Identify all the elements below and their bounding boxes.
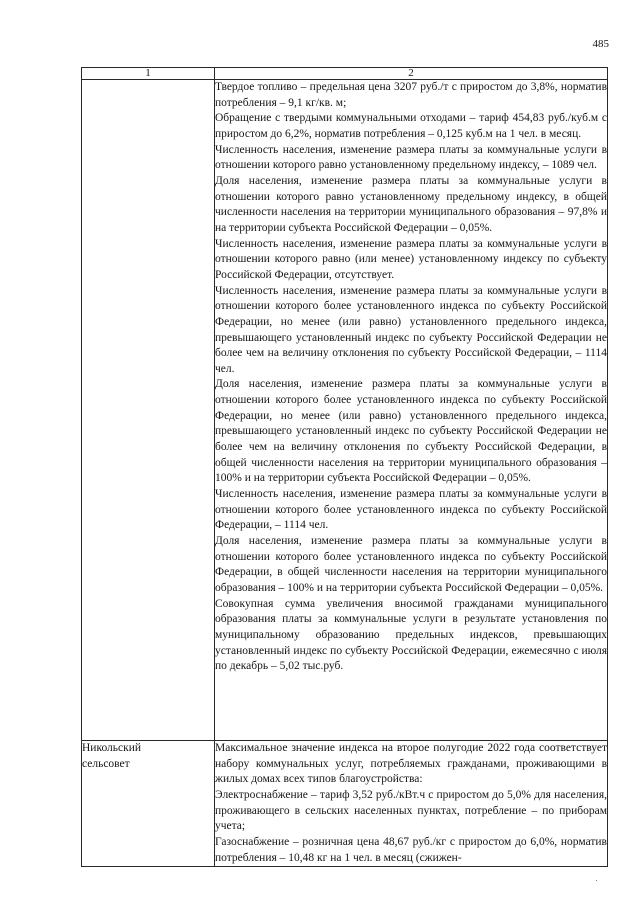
description-cell <box>215 80 608 741</box>
column-header-1: 1 <box>82 68 215 80</box>
paragraph: Численность населения, изменение размера платы за коммунальные услуги в отношении которого равно установленному предельному индексу, – 1089 чел. <box>215 143 607 172</box>
municipality-cell <box>82 80 215 741</box>
paragraph: Численность населения, изменение размера платы за коммунальные услуги в отношении которого более установленного индекса по субъекту Российской Федерации, – 1114 чел. <box>215 488 607 532</box>
municipality-name-line: сельсовет <box>82 757 130 770</box>
paragraph: Электроснабжение – тариф 3,52 руб./кВт.ч с приростом до 5,0% для населения, проживающего в сельских населенных пунктах, потребление – по приборам учета; <box>215 788 607 833</box>
table-row <box>82 741 608 867</box>
paragraph: Численность населения, изменение размера платы за коммунальные услуги в отношении которого равно (или менее) установленному индексу по субъекту Российской Федерации, отсутствует. <box>215 237 607 281</box>
scan-speck <box>596 880 597 881</box>
paragraph: Доля населения, изменение размера платы за коммунальные услуги в отношении которого равно установленному предельному индексу, в общей численности населения на территории муниципального образования – 97,8% и на территории субъекта Российской Федерации – 0,05%. <box>215 174 607 234</box>
page-number: 485 <box>592 38 609 50</box>
paragraph: Доля населения, изменение размера платы за коммунальные услуги в отношении которого более установленного индекса по субъекту Российской Федерации, но менее (или равно) установленного предельного индекса, превышающего установленный индекс по субъекту Российской Федерации не более чем на величину отклонения по субъекту Российской Федерации, в общей численности населения на территории муниципального образования – 100% и на территории субъекта Российской Федерации – 0,05%. <box>215 378 607 485</box>
table-row <box>82 80 608 741</box>
data-table <box>81 67 608 867</box>
paragraph: Максимальное значение индекса на второе полугодие 2022 года соответствует набору коммунальных услуг, потребляемых гражданами, проживающими в жилых домах всех типов благоустройства: <box>215 742 607 786</box>
paragraph: Твердое топливо – предельная цена 3207 руб./т с приростом до 3,8%, норматив потребления – 9,1 кг/кв. м; <box>215 81 607 109</box>
paragraph: Совокупная сумма увеличения вносимой гражданами муниципального образования платы за коммунальные услуги в результате установления по муниципальному образованию предельных индексов, превышающих установленный индекс по субъекту Российской Федерации, ежемесячно с июля по декабрь – 5,02 тыс.руб. <box>215 597 607 673</box>
paragraph: Доля населения, изменение размера платы за коммунальные услуги в отношении которого более установленного индекса по субъекту Российской Федерации, в общей численности населения на территории муниципального образования – 100% и на территории субъекта Российской Федерации – 0,05%. <box>215 535 607 594</box>
municipality-name-line: Никольский <box>82 742 142 754</box>
paragraph: Численность населения, изменение размера платы за коммунальные услуги в отношении которого более установленного индекса по субъекту Российской Федерации, но менее (или равно) установленного предельного индекса, превышающего установленный индекс по субъекту Российской Федерации не более чем на величину отклонения по субъекту Российской Федерации, – 1114 чел. <box>215 284 607 375</box>
paragraph: Обращение с твердыми коммунальными отходами – тариф 454,83 руб./куб.м с приростом до 6,2%, норматив потребления – 0,125 куб.м на 1 чел. в месяц. <box>215 112 607 140</box>
paragraph: Газоснабжение – розничная цена 48,67 руб./кг с приростом до 6,0%, норматив потребления – 10,48 кг на 1 чел. в месяц (сжижен- <box>215 835 607 864</box>
municipality-cell <box>82 741 215 867</box>
table-header-row <box>82 68 608 80</box>
column-header-2: 2 <box>215 68 608 80</box>
description-cell <box>215 741 608 867</box>
